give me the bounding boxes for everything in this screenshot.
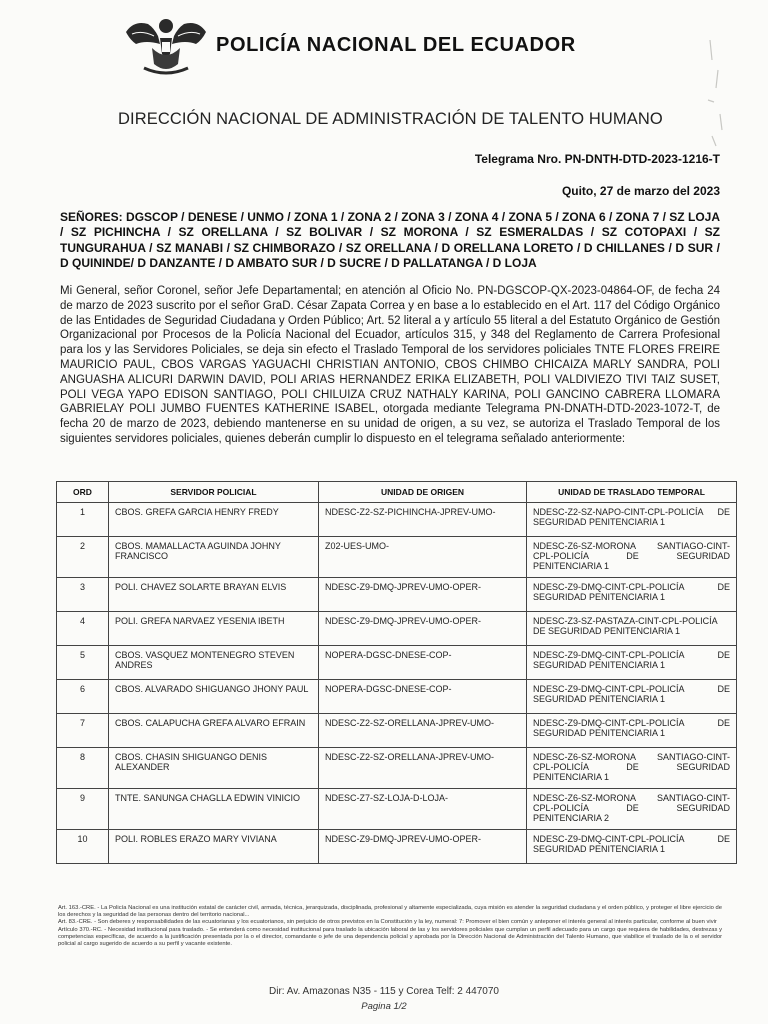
cell-origen: NDESC-Z2-SZ-PICHINCHA-JPREV-UMO- bbox=[319, 503, 527, 537]
cell-servidor: CBOS. CHASIN SHIGUANGO DENIS ALEXANDER bbox=[109, 748, 319, 789]
transfer-table bbox=[56, 481, 737, 864]
table-row bbox=[57, 680, 737, 714]
place-date: Quito, 27 de marzo del 2023 bbox=[561, 184, 720, 198]
cell-servidor: POLI. CHAVEZ SOLARTE BRAYAN ELVIS bbox=[109, 578, 319, 612]
cell-traslado: NDESC-Z6-SZ-MORONA SANTIAGO-CINT-CPL-POLICÍA DE SEGURIDAD PENITENCIARIA 2 bbox=[527, 789, 737, 830]
cell-traslado: NDESC-Z6-SZ-MORONA SANTIAGO-CINT-CPL-POLICÍA DE SEGURIDAD PENITENCIARIA 1 bbox=[527, 748, 737, 789]
cell-ord: 1 bbox=[57, 503, 109, 537]
page-number: Pagina 1/2 bbox=[361, 1001, 407, 1012]
table-row bbox=[57, 714, 737, 748]
cell-servidor: TNTE. SANUNGA CHAGLLA EDWIN VINICIO bbox=[109, 789, 319, 830]
faint-stamp-marks-icon bbox=[700, 30, 736, 150]
legal-notes bbox=[58, 905, 722, 948]
header-servidor: SERVIDOR POLICIAL bbox=[109, 482, 319, 503]
cell-traslado: NDESC-Z9-DMQ-CINT-CPL-POLICÍA DE SEGURIDAD PENITENCIARIA 1 bbox=[527, 714, 737, 748]
cell-ord: 10 bbox=[57, 830, 109, 864]
cell-origen: NDESC-Z9-DMQ-JPREV-UMO-OPER- bbox=[319, 578, 527, 612]
cell-origen: NDESC-Z7-SZ-LOJA-D-LOJA- bbox=[319, 789, 527, 830]
table-row bbox=[57, 748, 737, 789]
table-row bbox=[57, 789, 737, 830]
cell-origen: NDESC-Z9-DMQ-JPREV-UMO-OPER- bbox=[319, 612, 527, 646]
cell-servidor: CBOS. CALAPUCHA GREFA ALVARO EFRAIN bbox=[109, 714, 319, 748]
cell-origen: NDESC-Z2-SZ-ORELLANA-JPREV-UMO- bbox=[319, 748, 527, 789]
legal-note: Art. 83.-CRE. - Son deberes y responsabilidades de las ecuatorianas y los ecuatorianos, sin perjuicio de otros previstos en la Constitución y la ley, numeral: 7: Promover el bien común y anteponer el interés general al interés particular, conforme al buen vivir bbox=[58, 919, 717, 926]
cell-traslado: NDESC-Z9-DMQ-CINT-CPL-POLICÍA DE SEGURIDAD PENITENCIARIA 1 bbox=[527, 680, 737, 714]
table-row bbox=[57, 503, 737, 537]
cell-traslado: NDESC-Z2-SZ-NAPO-CINT-CPL-POLICÍA DE SEGURIDAD PENITENCIARIA 1 bbox=[527, 503, 737, 537]
cell-ord: 9 bbox=[57, 789, 109, 830]
institution-name: POLICÍA NACIONAL DEL ECUADOR bbox=[216, 34, 576, 56]
cell-origen: NDESC-Z9-DMQ-JPREV-UMO-OPER- bbox=[319, 830, 527, 864]
cell-origen: NOPERA-DGSC-DNESE-COP- bbox=[319, 646, 527, 680]
legal-note: Artículo 370.-RC. - Necesidad institucional para traslado. - Se entenderá como necesidad institucional para traslado la ubicación laboral de las y los servidores policiales que cumplan un perfil adecuado para un cargo que requiera de habilidades, destrezas y competencias específicas, de acuerdo a la justificación presentada por la o el director, comandante o jefe de una dependencia policial y aprobada por la Dirección Nacional de Administración del Talento Humano, que viabilice el traslado de la o el servidor policial al cargo sugerido de acuerdo a su perfil y vacante existente. bbox=[58, 926, 722, 948]
cell-ord: 3 bbox=[57, 578, 109, 612]
direction-title: DIRECCIÓN NACIONAL DE ADMINISTRACIÓN DE TALENTO HUMANO bbox=[118, 110, 663, 128]
cell-traslado: NDESC-Z9-DMQ-CINT-CPL-POLICÍA DE SEGURIDAD PENITENCIARIA 1 bbox=[527, 578, 737, 612]
recipients-list: SEÑORES: DGSCOP / DENESE / UNMO / ZONA 1 / ZONA 2 / ZONA 3 / ZONA 4 / ZONA 5 / ZONA 6 / ZONA 7 / SZ LOJA / SZ PICHINCHA / SZ ORELLANA / SZ BOLIVAR / SZ MORONA / SZ ESMERALDAS / SZ COTOPAXI / SZ TUNGURAHUA / SZ MANABI / SZ CHIMBORAZO / SZ ORELLANA / D ORELLANA LORETO / D CHILLANES / D SUR / D QUININDE/ D DANZANTE / D AMBATO SUR / D SUCRE / D PALLATANGA / D LOJA bbox=[60, 210, 720, 270]
cell-ord: 6 bbox=[57, 680, 109, 714]
cell-ord: 2 bbox=[57, 537, 109, 578]
cell-origen: NDESC-Z2-SZ-ORELLANA-JPREV-UMO- bbox=[319, 714, 527, 748]
cell-traslado: NDESC-Z9-DMQ-CINT-CPL-POLICÍA DE SEGURIDAD PENITENCIARIA 1 bbox=[527, 646, 737, 680]
footer-address: Dir: Av. Amazonas N35 - 115 y Corea Telf: 2 447070 bbox=[269, 986, 499, 997]
header-traslado: UNIDAD DE TRASLADO TEMPORAL bbox=[527, 482, 737, 503]
header-origen: UNIDAD DE ORIGEN bbox=[319, 482, 527, 503]
cell-ord: 5 bbox=[57, 646, 109, 680]
table-row bbox=[57, 830, 737, 864]
cell-ord: 8 bbox=[57, 748, 109, 789]
telegram-number: Telegrama Nro. PN-DNTH-DTD-2023-1216-T bbox=[474, 152, 720, 166]
table-row bbox=[57, 612, 737, 646]
header-ord: ORD bbox=[57, 482, 109, 503]
legal-note: Art. 163.-CRE. - La Policía Nacional es una institución estatal de carácter civil, armada, técnica, jerarquizada, disciplinada, profesional y altamente especializada, cuya misión es atender la seguridad ciudadana y el orden público, y proteger el libre ejercicio de los derechos y la seguridad de las personas dentro del territorio nacional... bbox=[58, 905, 722, 919]
table-row bbox=[57, 537, 737, 578]
cell-traslado: NDESC-Z6-SZ-MORONA SANTIAGO-CINT-CPL-POLICÍA DE SEGURIDAD PENITENCIARIA 1 bbox=[527, 537, 737, 578]
table-header-row bbox=[57, 482, 737, 503]
cell-servidor: CBOS. VASQUEZ MONTENEGRO STEVEN ANDRES bbox=[109, 646, 319, 680]
cell-servidor: CBOS. ALVARADO SHIGUANGO JHONY PAUL bbox=[109, 680, 319, 714]
table-row bbox=[57, 646, 737, 680]
cell-origen: NOPERA-DGSC-DNESE-COP- bbox=[319, 680, 527, 714]
cell-servidor: POLI. ROBLES ERAZO MARY VIVIANA bbox=[109, 830, 319, 864]
table-row bbox=[57, 578, 737, 612]
body-paragraph: Mi General, señor Coronel, señor Jefe Departamental; en atención al Oficio No. PN-DGSCOP-QX-2023-04864-OF, de fecha 24 de marzo de 2023 suscrito por el señor GraD. César Zapata Correa y en base a lo establecido en el Art. 117 del Código Orgánico de las Entidades de Seguridad Ciudadana y Orden Público; Art. 52 literal a y artículo 55 literal a del Estatuto Orgánico de Gestión Organizacional por Procesos de la Policía Nacional del Ecuador, artículos 315, y 348 del Reglamento de Carrera Profesional para los y las Servidores Policiales, se deja sin efecto el Traslado Temporal de los servidores policiales TNTE FLORES FREIRE MAURICIO PAUL, CBOS VARGAS YAGUACHI CHRISTIAN ANTONIO, CBOS CHIMBO CHICAIZA MARLY SANDRA, POLI ANGUASHA ALICURI DARWIN DAVID, POLI ARIAS HERNANDEZ ERIKA ELIZABETH, POLI VALDIVIEZO TIVI TAIZ SUSET, POLI VEGA YAPO EDISON SANTIAGO, POLI CHILUIZA CRUZ NATHALY KARINA, POLI GANCINO CABRERA LLOMARA GABRIELAY POLI JUMBO FUENTES KATHERINE ISABEL, otorgada mediante Telegrama PN-DNATH-DTD-2023-1072-T, de fecha 20 de marzo de 2023, debiendo mantenerse en su unidad de origen, a su vez, se autoriza el Traslado Temporal de los siguientes servidores policiales, quienes deberán cumplir lo dispuesto en el telegrama señalado anteriormente: bbox=[60, 285, 720, 445]
cell-traslado: NDESC-Z3-SZ-PASTAZA-CINT-CPL-POLICÍA DE SEGURIDAD PENITENCIARIA 1 bbox=[527, 612, 737, 646]
cell-origen: Z02-UES-UMO- bbox=[319, 537, 527, 578]
cell-ord: 7 bbox=[57, 714, 109, 748]
cell-servidor: POLI. GREFA NARVAEZ YESENIA IBETH bbox=[109, 612, 319, 646]
cell-ord: 4 bbox=[57, 612, 109, 646]
cell-servidor: CBOS. MAMALLACTA AGUINDA JOHNY FRANCISCO bbox=[109, 537, 319, 578]
cell-traslado: NDESC-Z9-DMQ-CINT-CPL-POLICÍA DE SEGURIDAD PENITENCIARIA 1 bbox=[527, 830, 737, 864]
police-eagle-emblem-icon bbox=[124, 14, 208, 78]
cell-servidor: CBOS. GREFA GARCIA HENRY FREDY bbox=[109, 503, 319, 537]
